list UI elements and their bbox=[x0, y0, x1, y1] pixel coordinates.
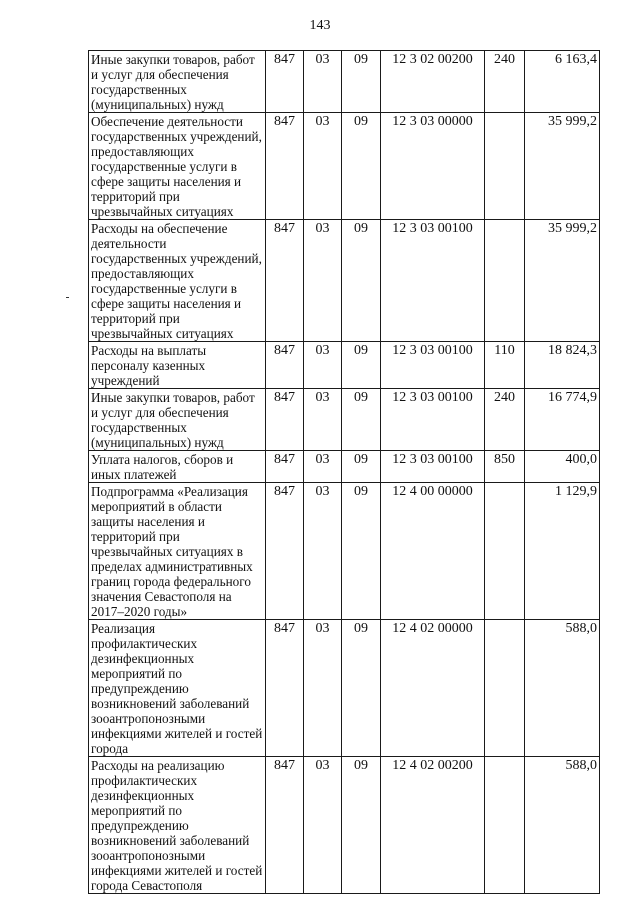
subsection-code: 09 bbox=[342, 451, 381, 483]
target-code: 12 3 03 00100 bbox=[381, 342, 485, 389]
target-code: 12 3 03 00100 bbox=[381, 220, 485, 342]
row-name: Расходы на выплаты персоналу казенных учреждений bbox=[89, 342, 266, 389]
table-row bbox=[89, 483, 600, 620]
section-code: 03 bbox=[304, 757, 342, 894]
expense-type-code bbox=[485, 620, 525, 757]
page-number: 143 bbox=[309, 18, 331, 33]
target-code: 12 3 03 00100 bbox=[381, 389, 485, 451]
amount: 400,0 bbox=[525, 451, 600, 483]
target-code: 12 4 00 00000 bbox=[381, 483, 485, 620]
section-code: 03 bbox=[304, 483, 342, 620]
table-row bbox=[89, 113, 600, 220]
scan-mark bbox=[66, 297, 69, 298]
ministry-code: 847 bbox=[266, 113, 304, 220]
subsection-code: 09 bbox=[342, 757, 381, 894]
subsection-code: 09 bbox=[342, 51, 381, 113]
subsection-code: 09 bbox=[342, 389, 381, 451]
target-code: 12 4 02 00000 bbox=[381, 620, 485, 757]
amount: 16 774,9 bbox=[525, 389, 600, 451]
section-code: 03 bbox=[304, 220, 342, 342]
amount: 35 999,2 bbox=[525, 113, 600, 220]
amount: 588,0 bbox=[525, 757, 600, 894]
table-row bbox=[89, 620, 600, 757]
expense-type-code: 240 bbox=[485, 389, 525, 451]
expense-type-code: 850 bbox=[485, 451, 525, 483]
amount: 18 824,3 bbox=[525, 342, 600, 389]
row-name: Иные закупки товаров, работ и услуг для обеспечения государственных (муниципальных) нужд bbox=[89, 51, 266, 113]
target-code: 12 4 02 00200 bbox=[381, 757, 485, 894]
ministry-code: 847 bbox=[266, 757, 304, 894]
row-name: Иные закупки товаров, работ и услуг для обеспечения государственных (муниципальных) нужд bbox=[89, 389, 266, 451]
ministry-code: 847 bbox=[266, 620, 304, 757]
row-name: Уплата налогов, сборов и иных платежей bbox=[89, 451, 266, 483]
budget-table bbox=[88, 50, 600, 894]
subsection-code: 09 bbox=[342, 220, 381, 342]
ministry-code: 847 bbox=[266, 389, 304, 451]
section-code: 03 bbox=[304, 620, 342, 757]
ministry-code: 847 bbox=[266, 51, 304, 113]
ministry-code: 847 bbox=[266, 483, 304, 620]
target-code: 12 3 03 00000 bbox=[381, 113, 485, 220]
table-row bbox=[89, 451, 600, 483]
expense-type-code bbox=[485, 483, 525, 620]
row-name: Подпрограмма «Реализация мероприятий в области защиты населения и территорий при чрезвычайных ситуациях в пределах административных границ города федерального значения Севастополя на 2017–2020 годы» bbox=[89, 483, 266, 620]
section-code: 03 bbox=[304, 51, 342, 113]
ministry-code: 847 bbox=[266, 451, 304, 483]
subsection-code: 09 bbox=[342, 113, 381, 220]
ministry-code: 847 bbox=[266, 220, 304, 342]
section-code: 03 bbox=[304, 451, 342, 483]
table-row bbox=[89, 51, 600, 113]
section-code: 03 bbox=[304, 113, 342, 220]
ministry-code: 847 bbox=[266, 342, 304, 389]
amount: 6 163,4 bbox=[525, 51, 600, 113]
amount: 588,0 bbox=[525, 620, 600, 757]
subsection-code: 09 bbox=[342, 483, 381, 620]
amount: 1 129,9 bbox=[525, 483, 600, 620]
section-code: 03 bbox=[304, 342, 342, 389]
row-name: Обеспечение деятельности государственных учреждений, предоставляющих государственные услуги в сфере защиты населения и территорий при чрезвычайных ситуациях bbox=[89, 113, 266, 220]
expense-type-code: 240 bbox=[485, 51, 525, 113]
amount: 35 999,2 bbox=[525, 220, 600, 342]
target-code: 12 3 02 00200 bbox=[381, 51, 485, 113]
target-code: 12 3 03 00100 bbox=[381, 451, 485, 483]
table-row bbox=[89, 389, 600, 451]
expense-type-code: 110 bbox=[485, 342, 525, 389]
expense-type-code bbox=[485, 757, 525, 894]
expense-type-code bbox=[485, 220, 525, 342]
expense-type-code bbox=[485, 113, 525, 220]
table-row bbox=[89, 220, 600, 342]
row-name: Реализация профилактических дезинфекционных мероприятий по предупреждению возникновений заболеваний зооантропонозными инфекциями жителей и гостей города bbox=[89, 620, 266, 757]
section-code: 03 bbox=[304, 389, 342, 451]
subsection-code: 09 bbox=[342, 620, 381, 757]
table-row bbox=[89, 757, 600, 894]
table-row bbox=[89, 342, 600, 389]
row-name: Расходы на реализацию профилактических дезинфекционных мероприятий по предупреждению возникновений заболеваний зооантропонозными инфекциями жителей и гостей города Севастополя bbox=[89, 757, 266, 894]
row-name: Расходы на обеспечение деятельности государственных учреждений, предоставляющих государственные услуги в сфере защиты населения и территорий при чрезвычайных ситуациях bbox=[89, 220, 266, 342]
subsection-code: 09 bbox=[342, 342, 381, 389]
